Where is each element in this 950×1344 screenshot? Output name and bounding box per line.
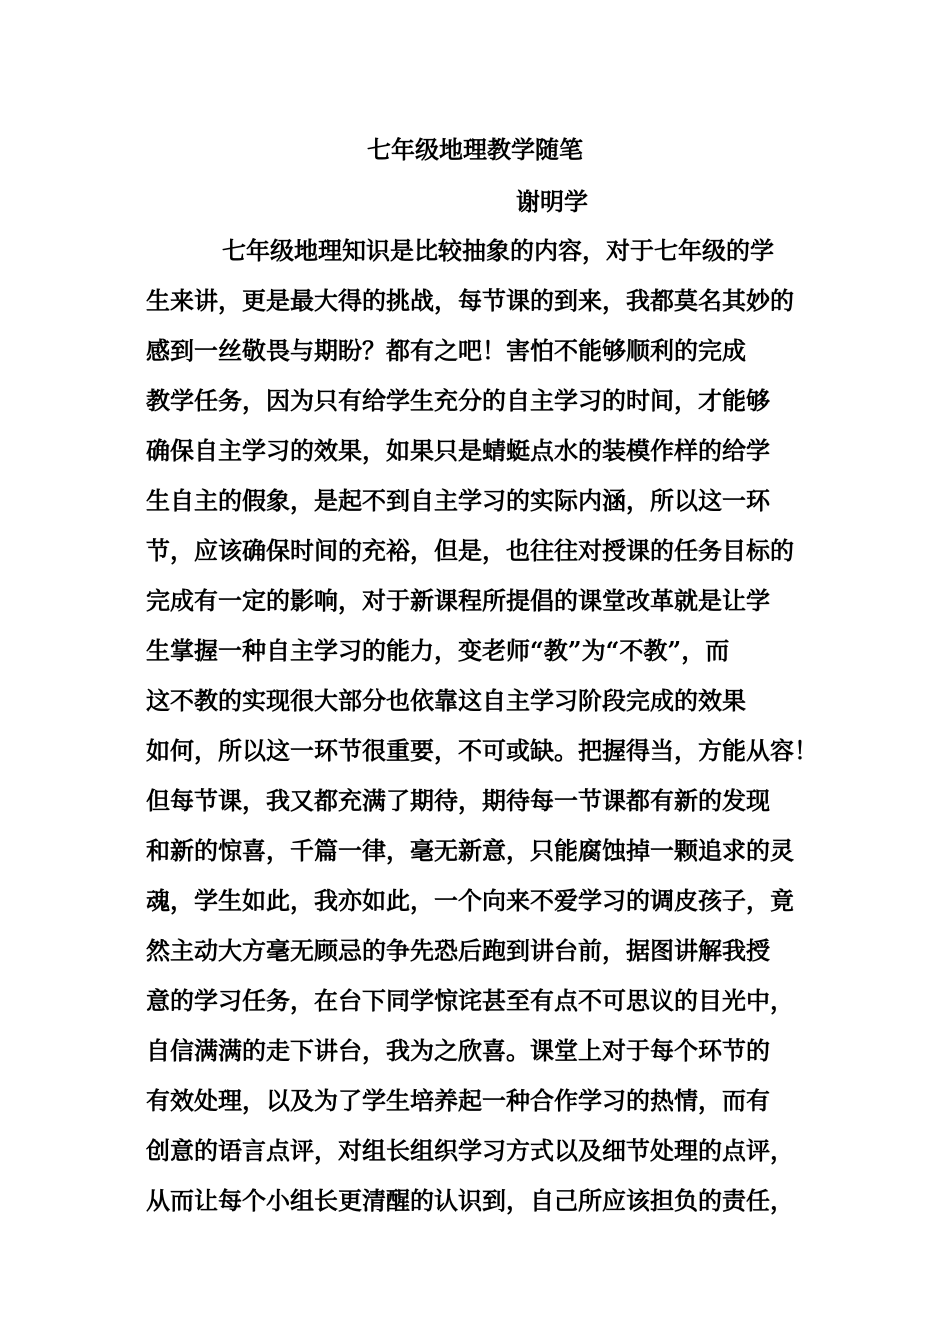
paragraph-line: 七年级地理知识是比较抽象的内容，对于七年级的学: [222, 236, 774, 265]
paragraph-line: 确保自主学习的效果，如果只是蜻蜓点水的装模作样的给学: [146, 436, 770, 465]
paragraph-line: 创意的语言点评，对组长组织学习方式以及细节处理的点评，: [146, 1136, 794, 1165]
paragraph-line: 如何，所以这一环节很重要，不可或缺。把握得当，方能从容！: [146, 736, 818, 765]
document-title: 七年级地理教学随笔: [367, 135, 583, 164]
paragraph-line: 生自主的假象，是起不到自主学习的实际内涵，所以这一环: [146, 486, 770, 515]
paragraph-line: 和新的惊喜，千篇一律，毫无新意，只能腐蚀掉一颗追求的灵: [146, 836, 794, 865]
document-author: 谢明学: [516, 187, 588, 216]
paragraph-line: 从而让每个小组长更清醒的认识到，自己所应该担负的责任，: [146, 1186, 794, 1215]
paragraph-line: 自信满满的走下讲台，我为之欣喜。课堂上对于每个环节的: [146, 1036, 770, 1065]
paragraph-line: 然主动大方毫无顾忌的争先恐后跑到讲台前，据图讲解我授: [146, 936, 770, 965]
paragraph-line: 这不教的实现很大部分也依靠这自主学习阶段完成的效果: [146, 686, 746, 715]
paragraph-line: 教学任务，因为只有给学生充分的自主学习的时间，才能够: [146, 386, 770, 415]
paragraph-line: 魂，学生如此，我亦如此，一个向来不爱学习的调皮孩子，竟: [146, 886, 794, 915]
paragraph-line: 有效处理，以及为了学生培养起一种合作学习的热情，而有: [146, 1086, 770, 1115]
paragraph-line: 生掌握一种自主学习的能力，变老师“教”为“不教”，而: [146, 636, 730, 665]
paragraph-line: 意的学习任务，在台下同学惊诧甚至有点不可思议的目光中，: [146, 986, 794, 1015]
paragraph-line: 生来讲，更是最大得的挑战，每节课的到来，我都莫名其妙的: [146, 286, 794, 315]
paragraph-line: 感到一丝敬畏与期盼？都有之吧！害怕不能够顺利的完成: [146, 336, 746, 365]
paragraph-line: 但每节课，我又都充满了期待，期待每一节课都有新的发现: [146, 786, 770, 815]
paragraph-line: 完成有一定的影响，对于新课程所提倡的课堂改革就是让学: [146, 586, 770, 615]
paragraph-line: 节，应该确保时间的充裕，但是，也往往对授课的任务目标的: [146, 536, 794, 565]
